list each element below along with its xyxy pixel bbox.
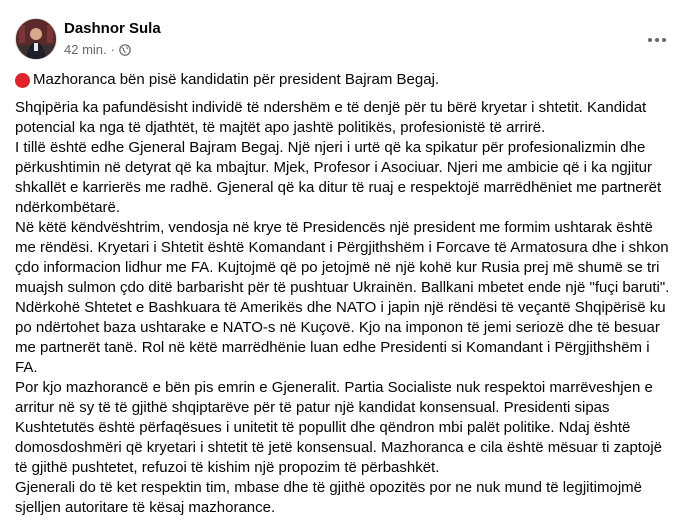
- post-paragraph: Por kjo mazhorancë e bën pis emrin e Gjeneralit. Partia Socialiste nuk respektoi marrëveshjen e arritur në sy të të gjithë shqiptarëve për të patur një kandidat konsensual. Presidenti sipas Kushtetutës është përfaqësues i unitetit të popullit dhe qëndron mbi palët politike. Ndaj është domosdoshmëri që kryetari i shtetit të jetë konsensual. Mazhoranca e cila është mësuar ti zaptojë të gjithë pushtetet, refuzoi të kishim një propozim të përbashkët.: [15, 379, 662, 476]
- post-timestamp[interactable]: 42 min.: [64, 42, 107, 57]
- headline-text: Mazhoranca bën pisë kandidatin për president Bajram Begaj.: [33, 71, 440, 88]
- post-meta: [64, 42, 131, 57]
- author-avatar[interactable]: [15, 18, 57, 60]
- post-header: [15, 14, 673, 58]
- globe-icon[interactable]: [119, 44, 131, 56]
- post-headline: [15, 70, 675, 90]
- post-paragraph: I tillë është edhe Gjeneral Bajram Begaj. Një njeri i urtë që ka spikatur për profesionalizmin dhe përkushtimin në detyrat që ka mbajtur. Mjek, Profesor i Asociuar. Njeri me ambicie që i ka ngjitur shkallët e karrierës me radhë. Gjeneral që ka ditur të ruaj e respektojë marrëdhëniet me partnerët ndërkombëtarë.: [15, 139, 662, 216]
- post-paragraph: Shqipëria ka pafundësisht individë të ndershëm e të denjë për tu bërë kryetar i shtetit. Kandidat potencial ka nga të djathtët, të majtët apo jashtë politikës, profesionistë të arrirë.: [15, 99, 647, 136]
- red-circle-icon: [15, 73, 30, 88]
- more-options-icon[interactable]: [641, 24, 673, 56]
- post-paragraph: Në këtë këndvështrim, vendosja në krye të Presidencës një president me formim ushtarak është me rëndësi. Kryetari i Shtetit është Komandant i Përgjithshëm i Forcave të Armatosura dhe i shkon çdo informacion lidhur me FA. Kujtojmë që po jetojmë në një kohë kur Rusia prej më shumë se tri muajsh sulmon çdo ditë barbarisht për të pushtuar Ukrainën. Ballkani mbetet ende një "fuçi baruti". Ndërkohë Shtetet e Bashkuara të Amerikës dhe NATO i japin një rëndësi të veçantë Shqipërisë ku po ndërtohet baza ushtarake e NATO-s në Kuçovë. Kjo na imponon të jemi seriozë dhe të besuar me partnerët tanë. Rol në këtë marrëdhënie luan edhe Presidenti si Komandant i Përgjithshëm i FA.: [15, 219, 670, 376]
- post-paragraph: Gjenerali do të ket respektin tim, mbase dhe të gjithë opozitës por ne nuk mund të legjitimojmë sjelljen autoritare të kësaj mazhorance.: [15, 479, 642, 516]
- author-name[interactable]: Dashnor Sula: [64, 20, 161, 37]
- post-content: [15, 70, 675, 518]
- meta-separator: ·: [110, 42, 115, 57]
